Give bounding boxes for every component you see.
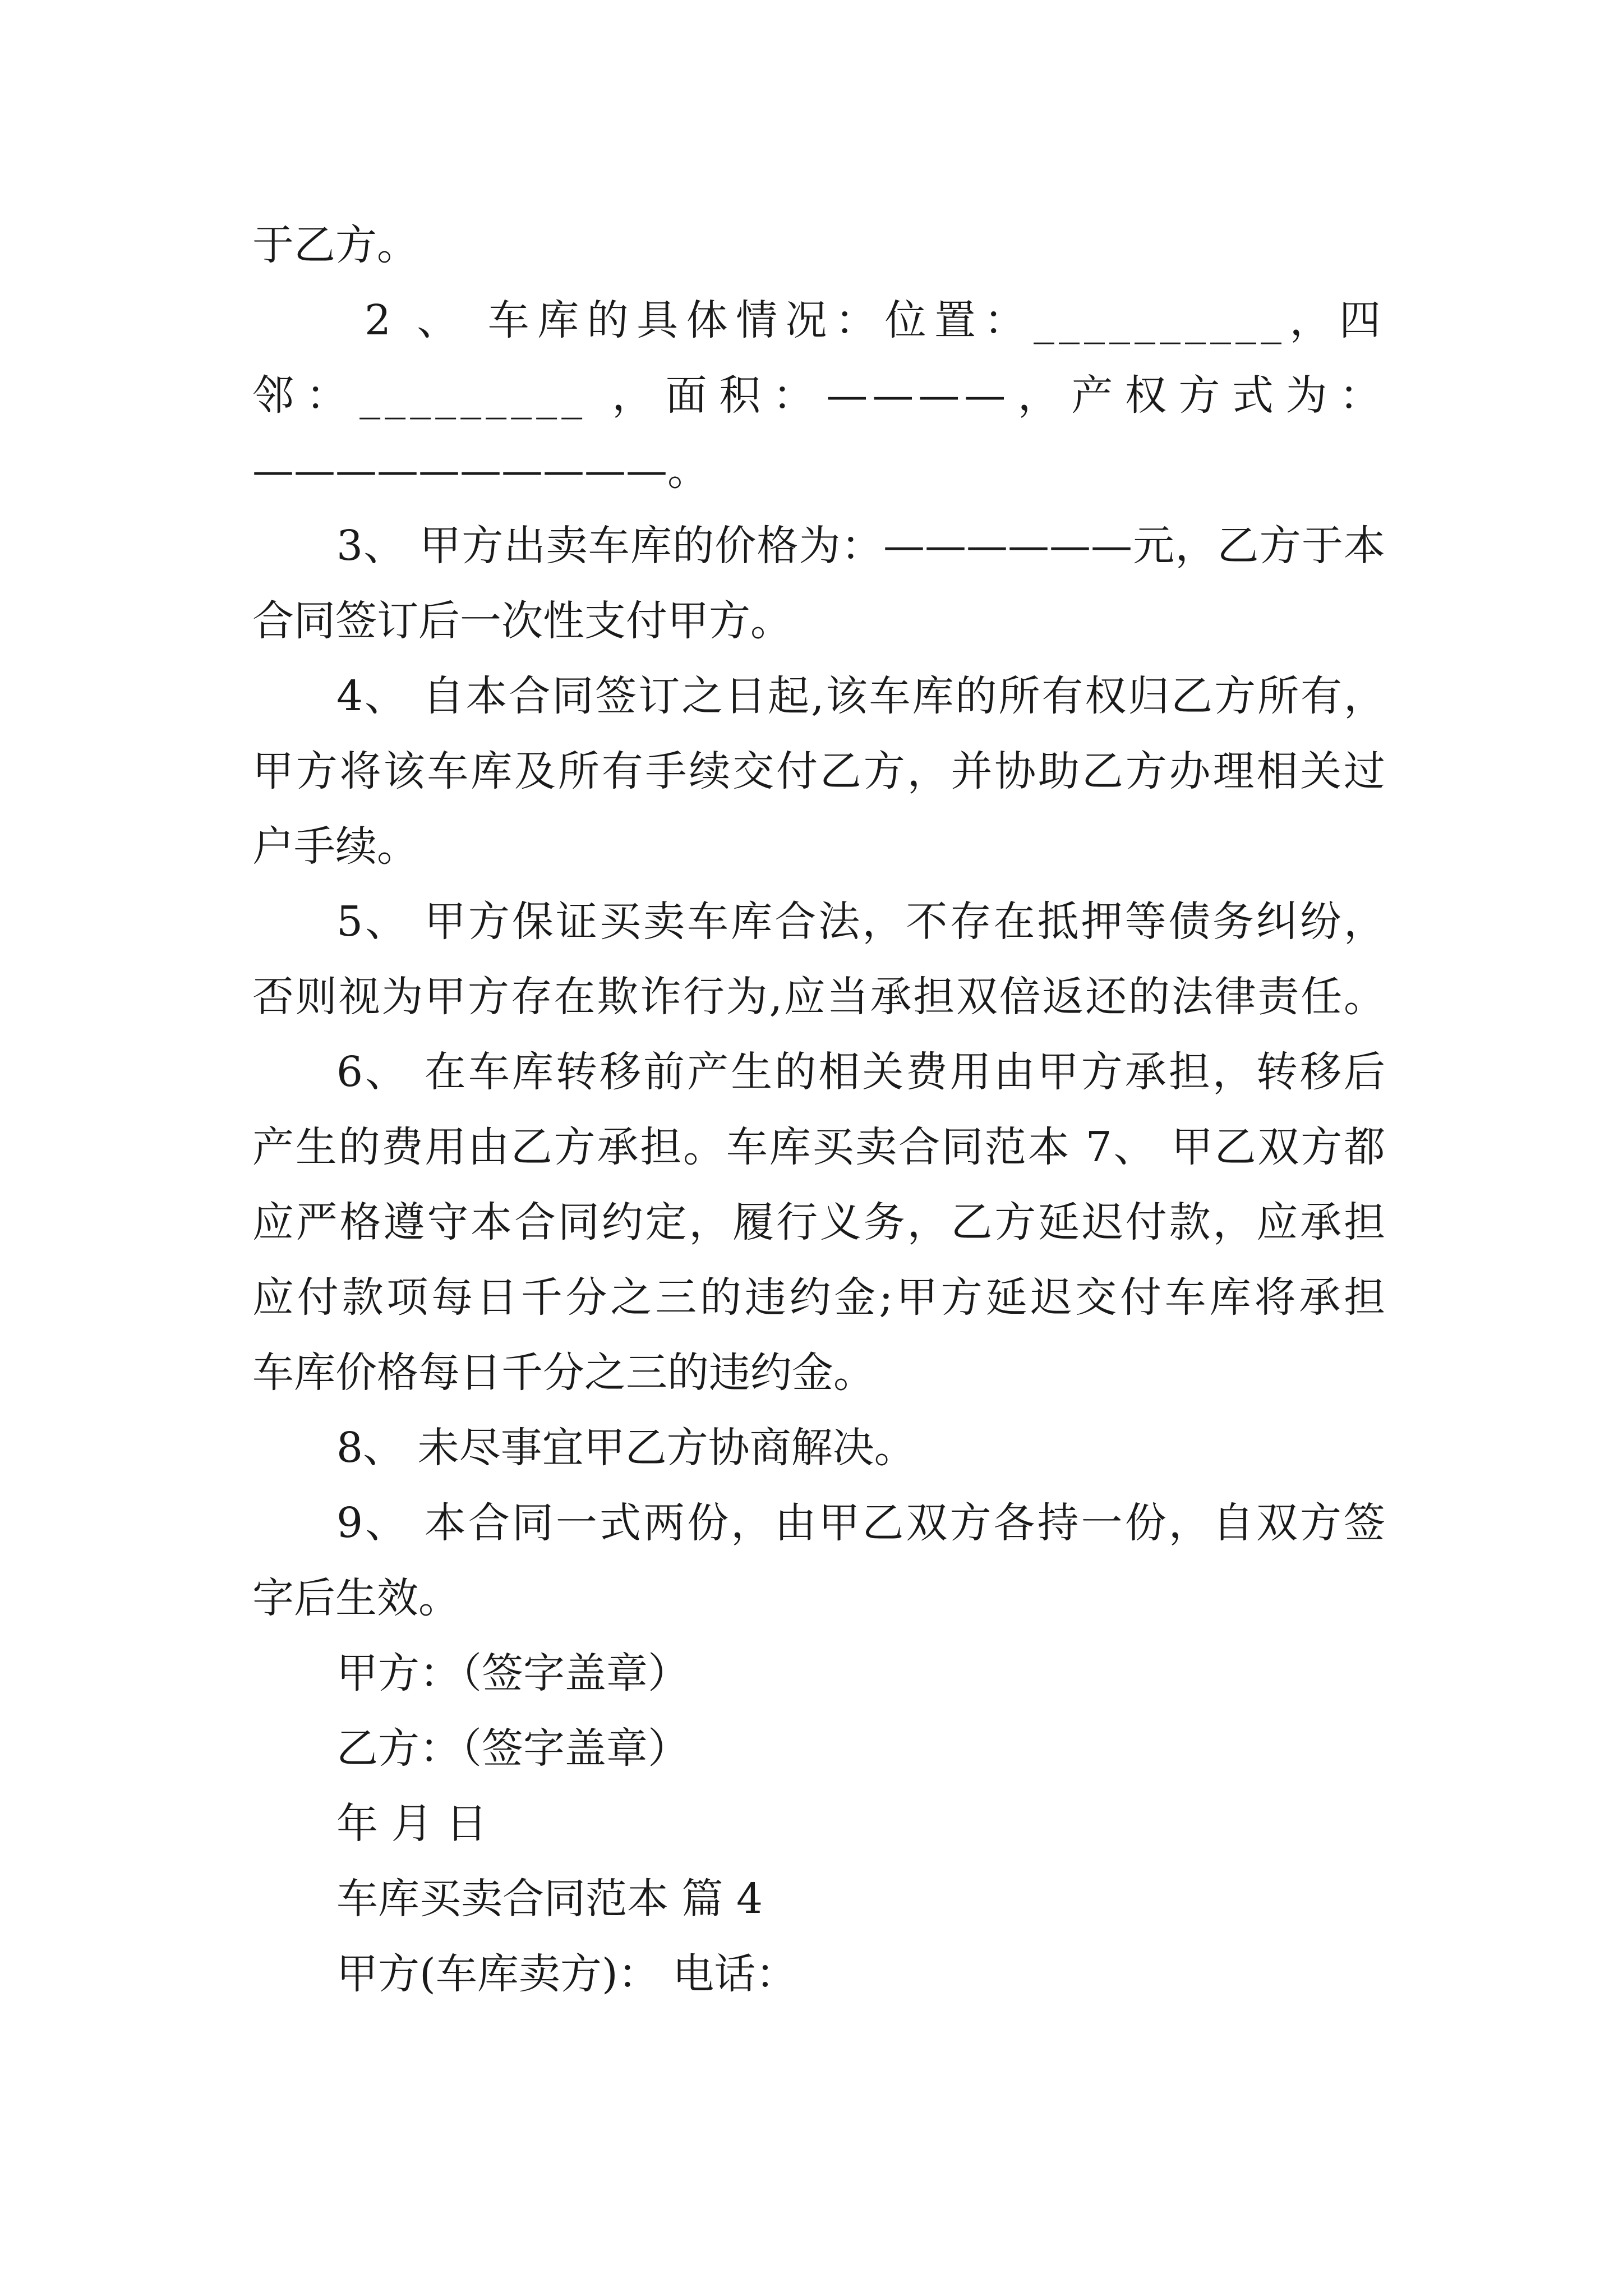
- text-line: 9、 本合同一式两份，由甲乙双方各持一份，自双方签: [336, 1499, 1385, 1547]
- text-line: 3、 甲方出卖车库的价格为：——————元，乙方于本: [336, 522, 1385, 570]
- text-line: 邻：_________ ，面积：————，产权方式为：: [252, 371, 1385, 420]
- section-heading: 车库买卖合同范本 篇 4: [336, 1875, 763, 1923]
- text-line: 应严格遵守本合同约定，履行义务，乙方延迟付款，应承担: [252, 1198, 1385, 1246]
- text-line: ——————————。: [252, 447, 709, 495]
- text-line: 字后生效。: [252, 1574, 460, 1622]
- document-body: [252, 208, 1385, 2012]
- signature-line-party-b: 乙方：（签字盖章）: [336, 1724, 689, 1773]
- text-line: 5、 甲方保证买卖车库合法，不存在抵押等债务纠纷，: [336, 898, 1385, 946]
- text-line: 产生的费用由乙方承担。车库买卖合同范本 7、 甲乙双方都: [252, 1123, 1385, 1171]
- text-line: 甲方将该车库及所有手续交付乙方，并协助乙方办理相关过: [252, 747, 1385, 795]
- text-line: 8、 未尽事宜甲乙方协商解决。: [336, 1424, 916, 1472]
- text-line: 4、 自本合同签订之日起,该车库的所有权归乙方所有，: [336, 672, 1385, 720]
- text-line: 车库价格每日千分之三的违约金。: [252, 1349, 875, 1397]
- text-line: 于乙方。: [252, 221, 418, 269]
- text-line: 否则视为甲方存在欺诈行为,应当承担双倍返还的法律责任。: [252, 973, 1385, 1021]
- text-line: 应付款项每日千分之三的违约金;甲方延迟交付车库将承担: [252, 1273, 1385, 1322]
- text-line: 合同签订后一次性支付甲方。: [252, 597, 792, 645]
- signature-line-party-a: 甲方：（签字盖章）: [336, 1649, 689, 1697]
- text-line: 6、 在车库转移前产生的相关费用由甲方承担，转移后: [336, 1048, 1385, 1096]
- text-line: 2 、 车库的具体情况：位置：__________，四: [365, 296, 1385, 344]
- text-line: 甲方(车库卖方)： 电话：: [336, 1950, 797, 1998]
- date-line: 年 月 日: [336, 1800, 488, 1848]
- text-line: 户手续。: [252, 822, 418, 871]
